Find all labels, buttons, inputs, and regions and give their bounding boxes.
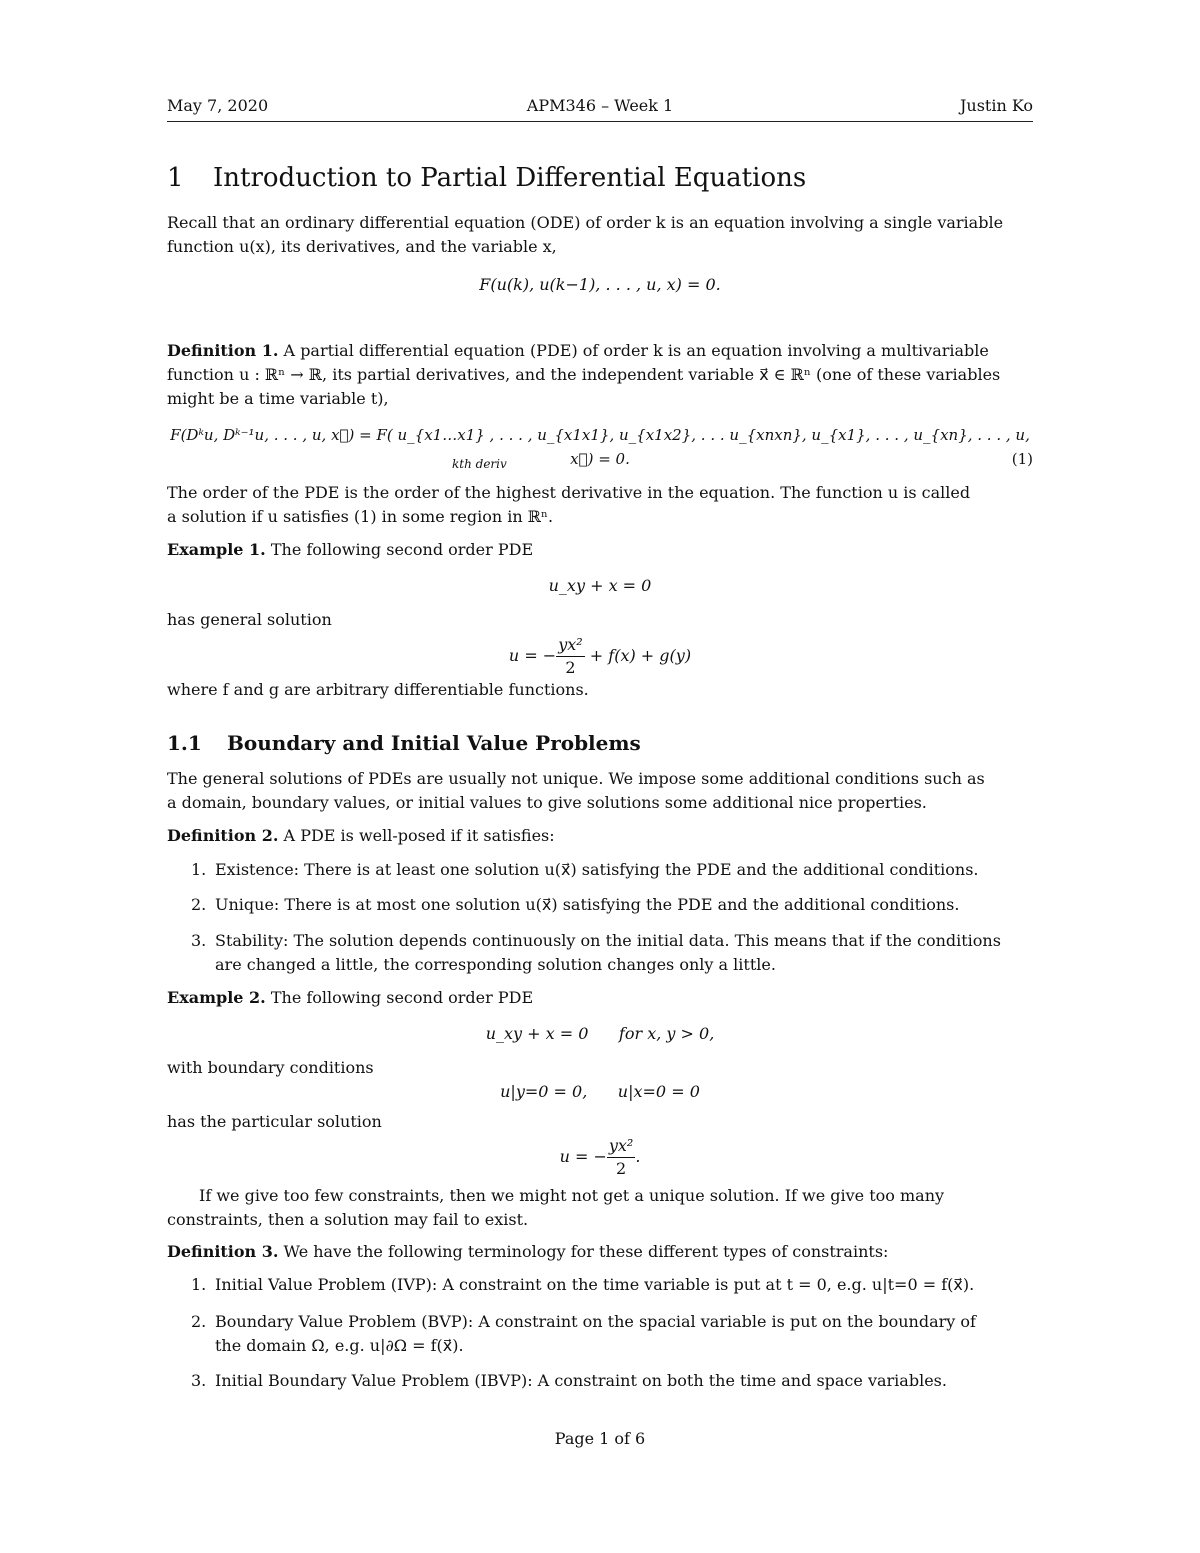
equation-number: (1) bbox=[1011, 450, 1033, 468]
def3-item-3: Initial Boundary Value Problem (IBVP): A constraint on both the time and space variables. bbox=[215, 1371, 947, 1390]
example-2-label: Example 2. bbox=[167, 988, 266, 1007]
header-course: APM346 – Week 1 bbox=[526, 96, 674, 115]
document-page: May 7, 2020 APM346 – Week 1 Justin Ko 1 Introduction to Partial Differential Equations Recall that an ordinary differential equation (ODE) of order k is an equation involving a single variable function u(x), its derivatives, and the variable x, F(u(k), u(k−1), . . . , u, x) = 0. Definition 1. A partial differential equation (PDE) of order k is an equation involving a multivariable function u : ℝⁿ → ℝ, its partial derivatives, and the independent variable x⃗ ∈ ℝⁿ (one of these variables might be a time variable t), F(Dᵏu, Dᵏ⁻¹u, . . . , u, x⃗) = F( u_{x1…x1} , . . . , u_{x1x1}, u_{x1x2}, . . . u_{xnxn}, u_{x1}, . . . , u_{xn}, . . . , u, x⃗) = 0. (1) kth deriv The order of the PDE is the order of the highest derivative in the equation. The function u is called a solution if u satisfies (1) in some region in ℝⁿ. Example 1. The following second order PDE u_xy + x = 0 has general solution u = − $\frac{\text{yx²}}{2}$ + f(x) + g(y) where f and g are arbitrary differentiable functions. 1.1 Boundary and Initial Value Problems The general solutions of PDEs are usually not unique. We impose some additional conditions such as a domain, boundary values, or initial values to give solutions some additional nice properties. Definition 2. A PDE is well-posed if it satisfies: 1. Existence: There is at least one solution u(x⃗) satisfying the PDE and the additional conditions. 2. Unique: There is at most one solution u(x⃗) satisfying the PDE and the additional conditions. 3. Stability: The solution depends continuously on the initial data. This means that if the conditions are changed a little, the corresponding solution changes only a little. Example 2. The following second order PDE u_xy + x = 0 for x, y > 0, with boundary conditions u|y=0 = 0, u|x=0 = 0 has the particular solution u = − $\frac{\text{yx²}}{2}$ . If we give too few constraints, then we might not get a unique solution. If we give too many constraints, then a solution may fail to exist. Definition 3. We have the following terminology for these different types of constraints: 1. Initial Value Problem (IVP): A constraint on the time variable is put at t = 0, e.g. u|t=0 = f(x⃗). 2. Boundary Value Problem (BVP): A constraint on the spacial variable is put on the boundary of the domain Ω, e.g. u|∂Ω = f(x⃗). 3. Initial Boundary Value Problem (IBVP): A constraint on both the time and space variables. Page 1 of 6 bbox=[167, 96, 1033, 1448]
running-header bbox=[167, 96, 1033, 120]
definition-3-line bbox=[167, 1240, 1033, 1264]
intro-line-2: function u(x), its derivatives, and the variable x, bbox=[167, 237, 557, 256]
def3-item-2-line-2: the domain Ω, e.g. u|∂Ω = f(x⃗). bbox=[215, 1336, 464, 1355]
ps-numerator: yx² bbox=[607, 1135, 635, 1158]
ode-equation: F(u(k), u(k−1), . . . , u, x) = 0. bbox=[479, 275, 721, 294]
boundary-conditions-equation: u|y=0 = 0, u|x=0 = 0 bbox=[500, 1082, 700, 1101]
gs-lhs: u = − bbox=[508, 646, 557, 665]
particular-solution-equation bbox=[167, 1134, 1033, 1180]
underbrace-label: kth deriv bbox=[452, 457, 507, 471]
definition-1-line-2: function u : ℝⁿ → ℝ, its partial derivatives, and the independent variable x⃗ ∈ ℝⁿ (one of these variables bbox=[167, 365, 1001, 384]
example-1-text: The following second order PDE bbox=[270, 540, 534, 559]
def2-item-2: Unique: There is at most one solution u(x⃗) satisfying the PDE and the additional conditions. bbox=[215, 895, 960, 914]
definition-3-text: We have the following terminology for these different types of constraints: bbox=[283, 1242, 889, 1261]
subsection-title: Boundary and Initial Value Problems bbox=[227, 731, 641, 755]
pde-general-equation bbox=[167, 423, 1033, 471]
bvp-line-1: The general solutions of PDEs are usually not unique. We impose some additional conditions such as bbox=[167, 769, 985, 788]
order-line-2: a solution if u satisfies (1) in some region in ℝⁿ. bbox=[167, 507, 554, 526]
header-author: Justin Ko bbox=[959, 96, 1033, 115]
section-number: 1 bbox=[167, 163, 184, 193]
definition-1-label: Definition 1. bbox=[167, 341, 279, 360]
definition-2-line bbox=[167, 824, 1033, 848]
example-2-pde: u_xy + x = 0 for x, y > 0, bbox=[485, 1024, 715, 1043]
definition-2-text: A PDE is well-posed if it satisfies: bbox=[283, 826, 555, 845]
definition-3-label: Definition 3. bbox=[167, 1242, 279, 1261]
def2-item-3: Stability: The solution depends continuously on the initial data. This means that if the conditions bbox=[215, 931, 1001, 950]
ps-fraction bbox=[607, 1135, 635, 1180]
general-solution-equation bbox=[167, 633, 1033, 679]
header-rule bbox=[167, 121, 1033, 122]
section-heading bbox=[167, 162, 1033, 194]
section-title: Introduction to Partial Differential Equations bbox=[213, 163, 807, 193]
example-1-pde: u_xy + x = 0 bbox=[548, 576, 652, 595]
def3-item-1: Initial Value Problem (IVP): A constraint on the time variable is put at t = 0, e.g. u|t=0 = f(x⃗). bbox=[215, 1275, 975, 1294]
example-1-label: Example 1. bbox=[167, 540, 266, 559]
definition-1-text: A partial differential equation (PDE) of order k is an equation involving a multivariable bbox=[283, 341, 989, 360]
bvp-line-2: a domain, boundary values, or initial values to give solutions some additional nice properties. bbox=[167, 793, 927, 812]
gs-fraction bbox=[556, 634, 584, 679]
intro-line-1: Recall that an ordinary differential equation (ODE) of order k is an equation involving a single variable bbox=[167, 213, 1004, 232]
ps-denominator: 2 bbox=[616, 1159, 627, 1178]
def2-item-3-line-2: are changed a little, the corresponding solution changes only a little. bbox=[215, 955, 776, 974]
def2-item-1: Existence: There is at least one solution u(x⃗) satisfying the PDE and the additional conditions. bbox=[215, 860, 979, 879]
constraints-line-1: If we give too few constraints, then we might not get a unique solution. If we give too many bbox=[199, 1186, 945, 1205]
general-solution-label: has general solution bbox=[167, 610, 332, 629]
def3-item-2: Boundary Value Problem (BVP): A constraint on the spacial variable is put on the boundary of bbox=[215, 1312, 976, 1331]
boundary-conditions-label: with boundary conditions bbox=[167, 1058, 374, 1077]
pde-equation-text: F(Dᵏu, Dᵏ⁻¹u, . . . , u, x⃗) = F( u_{x1…x1} , . . . , u_{x1x1}, u_{x1x2}, . . . u_{xnxn}, u_{x1}, . . . , u_{xn}, . . . , u, x⃗) = 0. bbox=[170, 426, 1030, 468]
example-2-line bbox=[167, 986, 1033, 1010]
order-line-1: The order of the PDE is the order of the highest derivative in the equation. The function u is called bbox=[167, 483, 971, 502]
example-2-text: The following second order PDE bbox=[270, 988, 534, 1007]
gs-numerator: yx² bbox=[556, 634, 584, 657]
gs-rhs: + f(x) + g(y) bbox=[589, 646, 692, 665]
constraints-line-2: constraints, then a solution may fail to exist. bbox=[167, 1210, 529, 1229]
where-line: where f and g are arbitrary differentiable functions. bbox=[167, 680, 589, 699]
definition-1-line-1 bbox=[167, 339, 1033, 363]
header-date: May 7, 2020 bbox=[167, 96, 269, 115]
particular-solution-label: has the particular solution bbox=[167, 1112, 382, 1131]
page-footer: Page 1 of 6 bbox=[554, 1429, 646, 1448]
subsection-heading bbox=[167, 729, 1033, 757]
ps-lhs: u = − bbox=[559, 1147, 607, 1166]
example-1-line bbox=[167, 538, 1033, 562]
ps-end: . bbox=[635, 1147, 641, 1166]
gs-denominator: 2 bbox=[565, 658, 576, 677]
subsection-number: 1.1 bbox=[167, 731, 202, 755]
definition-1-line-3: might be a time variable t), bbox=[167, 389, 389, 408]
definition-2-label: Definition 2. bbox=[167, 826, 279, 845]
